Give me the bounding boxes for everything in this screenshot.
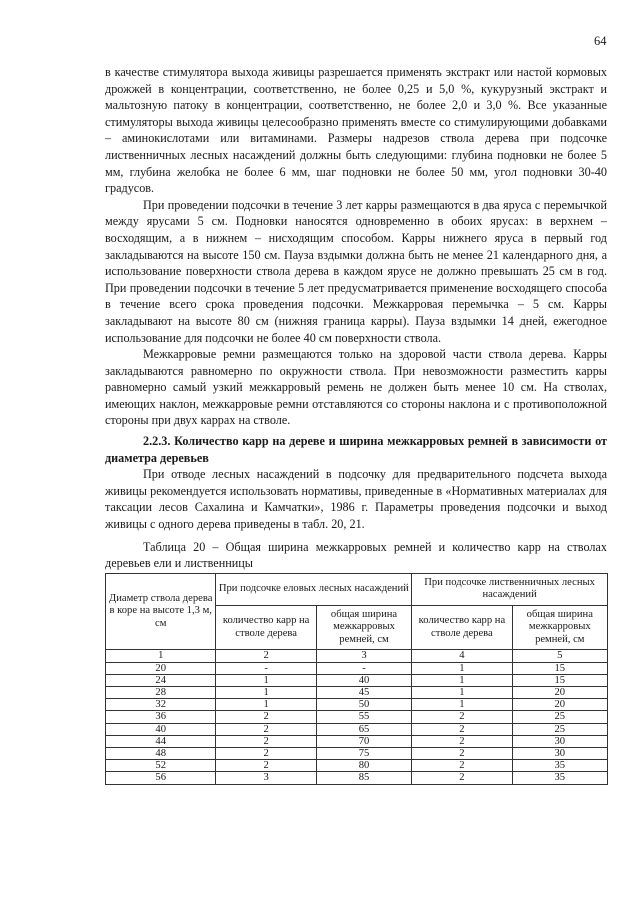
- table-row: [106, 760, 608, 772]
- table-caption: Таблица 20 – Общая ширина межкарровых ремней и количество карр на стволах деревьев ели и лиственницы: [105, 539, 607, 571]
- table-cell: 48: [106, 747, 216, 759]
- table-cell: 35: [512, 760, 607, 772]
- table-cell: 1: [216, 674, 316, 686]
- table-cell: 50: [316, 699, 411, 711]
- header-larch-count: количество карр на стволе дерева: [412, 605, 512, 650]
- table-row: [106, 747, 608, 759]
- section-heading: 2.2.3. Количество карр на дереве и ширина межкарровых ремней в зависимости от диаметра деревьев: [105, 434, 607, 465]
- table-20: [105, 573, 608, 785]
- table-cell: 30: [512, 747, 607, 759]
- table-cell: 20: [512, 699, 607, 711]
- table-cell: 1: [106, 650, 216, 662]
- table-cell: 2: [412, 735, 512, 747]
- table-cell: 2: [216, 735, 316, 747]
- header-spruce-width: общая ширина межкарровых ремней, см: [316, 605, 411, 650]
- table-cell: 56: [106, 772, 216, 784]
- table-cell: 25: [512, 723, 607, 735]
- table-row: [106, 674, 608, 686]
- table-cell: 2: [216, 723, 316, 735]
- table-cell: 1: [412, 686, 512, 698]
- table-cell: 45: [316, 686, 411, 698]
- table-cell: -: [216, 662, 316, 674]
- table-cell: 85: [316, 772, 411, 784]
- header-larch: При подсочке лиственничных лесных насаждений: [412, 573, 608, 605]
- table-cell: 3: [216, 772, 316, 784]
- paragraph-section-intro: При отводе лесных насаждений в подсочку для предварительного подсчета выхода живицы рекомендуется использовать нормативы, приведенные в «Нормативных материалах для таксации лесов Сахалина и Камчатки», 1986 г. Параметры проведения подсочки и выход живицы с одного дерева приведены в табл. 20, 21.: [105, 467, 607, 532]
- table-row: [106, 735, 608, 747]
- table-cell: 35: [512, 772, 607, 784]
- table-cell: 3: [316, 650, 411, 662]
- table-cell: 20: [512, 686, 607, 698]
- table-cell: 2: [412, 747, 512, 759]
- table-cell: 2: [412, 711, 512, 723]
- table-cell: 40: [106, 723, 216, 735]
- table-cell: 15: [512, 674, 607, 686]
- table-cell: 2: [216, 747, 316, 759]
- table-row: [106, 711, 608, 723]
- table-cell: 1: [216, 699, 316, 711]
- table-row: [106, 686, 608, 698]
- table-cell: 15: [512, 662, 607, 674]
- table-row: [106, 662, 608, 674]
- header-spruce: При подсочке еловых лесных насаждений: [216, 573, 412, 605]
- table-cell: 2: [216, 760, 316, 772]
- table-cell: 32: [106, 699, 216, 711]
- table-cell: 70: [316, 735, 411, 747]
- table-cell: 52: [106, 760, 216, 772]
- table-cell: 1: [412, 674, 512, 686]
- table-cell: 65: [316, 723, 411, 735]
- table-row: [106, 723, 608, 735]
- paragraph-tapping-3-years: При проведении подсочки в течение 3 лет карры размещаются в два яруса с перемычкой между ярусами 5 см. Подновки наносятся одновременно в обоих ярусах: в верхнем – восходящим, а в нижнем – нисходящим способом. Карры нижнего яруса в первый год закладываются на высоте 150 см. Пауза вздымки должна быть не менее 21 календарного дня, а использование поверхности ствола дерева в каждом ярусе не должно превышать 25 см в год. При проведении подсочки в течение 5 лет предусматривается применение восходящего способа в течение всего срока проведения подсочки. Межкарровая перемычка – 5 см. Карры закладывают на высоте 80 см (нижняя граница карры). Пауза вздымки 14 дней, ежегодное использование для подсочки не более 40 см поверхности ствола.: [105, 197, 607, 345]
- table-cell: 2: [216, 650, 316, 662]
- table-cell: 2: [216, 711, 316, 723]
- table-cell: 25: [512, 711, 607, 723]
- table-cell: 28: [106, 686, 216, 698]
- table-cell: 2: [412, 772, 512, 784]
- table-cell: 40: [316, 674, 411, 686]
- table-cell: 5: [512, 650, 607, 662]
- table-cell: 36: [106, 711, 216, 723]
- table-cell: 30: [512, 735, 607, 747]
- table-cell: 20: [106, 662, 216, 674]
- table-cell: 55: [316, 711, 411, 723]
- table-cell: 2: [412, 723, 512, 735]
- table-row: [106, 699, 608, 711]
- header-spruce-count: количество карр на стволе дерева: [216, 605, 316, 650]
- header-larch-width: общая ширина межкарровых ремней, см: [512, 605, 607, 650]
- table-row: [106, 772, 608, 784]
- table-cell: 75: [316, 747, 411, 759]
- table-cell: 44: [106, 735, 216, 747]
- table-cell: 1: [412, 662, 512, 674]
- table-cell: 4: [412, 650, 512, 662]
- header-diameter: Диаметр ствола дерева в коре на высоте 1,3 м, см: [106, 573, 216, 650]
- page-content: [105, 64, 607, 785]
- table-cell: 1: [216, 686, 316, 698]
- paragraph-continuation: в качестве стимулятора выхода живицы разрешается применять экстракт или настой кормовых дрожжей в концентрации, соответственно, не более 0,25 и 5,0 %, кукурузный экстракт и мальтозную патоку в концентрации, соответственно, не более 2,0 и 3,0 %. Все указанные стимуляторы выхода живицы целесообразно применять вместе со стимулирующими добавками – аминокислотами или витаминами. Размеры надрезов ствола дерева при подсочке лиственничных лесных насаждений должны быть следующими: глубина подновки не более 5 мм, глубина желобка не более 6 мм, шаг подновки не более 50 мм, угол подновки 30-40 градусов.: [105, 65, 607, 196]
- paragraph-inter-carre-strips: Межкарровые ремни размещаются только на здоровой части ствола дерева. Карры закладываются равномерно по окружности ствола. При невозможности разместить карры равномерно самый узкий межкарровый ремень не должен быть менее 10 см. На стволах, имеющих наклон, межкарровые ремни отставляются со стороны наклона и с противоположной стороны при двух каррах на стволе.: [105, 347, 607, 428]
- table-cell: 1: [412, 699, 512, 711]
- table-cell: 80: [316, 760, 411, 772]
- table-cell: 2: [412, 760, 512, 772]
- table-column-numbers-row: [106, 650, 608, 662]
- table-cell: 24: [106, 674, 216, 686]
- table-cell: -: [316, 662, 411, 674]
- page-number: 64: [594, 34, 607, 48]
